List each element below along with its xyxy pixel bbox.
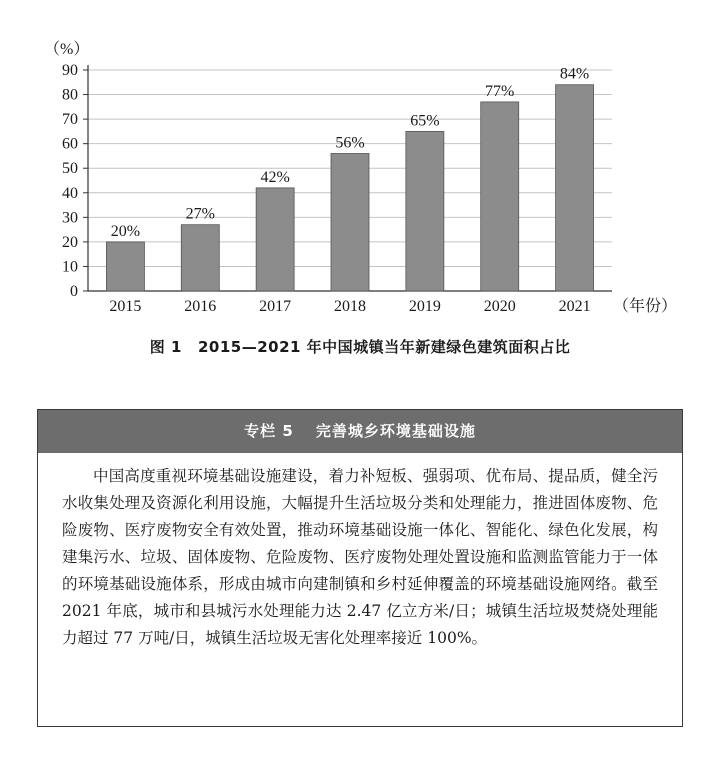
data-label: 56% bbox=[335, 134, 365, 152]
y-tick-label: 60 bbox=[62, 135, 78, 153]
column-box-header bbox=[38, 410, 682, 453]
figure-title: 2015—2021 年中国城镇当年新建绿色建筑面积占比 bbox=[197, 338, 571, 356]
x-tick-label: 2021 bbox=[558, 298, 591, 315]
y-tick-label: 70 bbox=[62, 111, 78, 129]
y-tick-label: 30 bbox=[62, 209, 78, 227]
data-label: 77% bbox=[485, 82, 515, 100]
bar bbox=[481, 102, 519, 291]
x-tick-label: 2015 bbox=[109, 298, 142, 315]
y-tick-label: 10 bbox=[62, 258, 78, 276]
bar-chart bbox=[0, 0, 720, 330]
data-label: 42% bbox=[260, 168, 290, 186]
y-tick-label: 50 bbox=[62, 160, 78, 178]
data-label: 65% bbox=[410, 112, 440, 130]
column-body-text: 中国高度重视环境基础设施建设，着力补短板、强弱项、优布局、提品质，健全污水收集处理及资源化利用设施，大幅提升生活垃圾分类和处理能力，推进固体废物、危险废物、医疗废物安全有效处置，推动环境基础设施一体化、智能化、绿色化发展，构建集污水、垃圾、固体废物、危险废物、医疗废物处理处置设施和监测监管能力于一体的环境基础设施体系，形成由城市向建制镇和乡村延伸覆盖的环境基础设施网络。截至 2021 年底，城市和县城污水处理能力达 2.47 亿立方米/日；城镇生活垃圾焚烧处理能力超过 77 万吨/日，城镇生活垃圾无害化处理率接近 100%。 bbox=[62, 467, 658, 647]
y-tick-label: 20 bbox=[62, 233, 78, 251]
x-tick-label: 2019 bbox=[408, 298, 441, 315]
x-tick-label: 2017 bbox=[259, 298, 292, 315]
chart-canvas bbox=[0, 0, 720, 330]
x-tick-label: 2016 bbox=[184, 298, 217, 315]
x-tick-label: 2018 bbox=[334, 298, 366, 315]
x-tick-label: 2020 bbox=[483, 298, 516, 315]
column-title: 完善城乡环境基础设施 bbox=[315, 422, 476, 440]
bar bbox=[406, 131, 444, 291]
bar bbox=[106, 242, 144, 291]
bar bbox=[181, 225, 219, 291]
data-label: 20% bbox=[110, 222, 141, 240]
y-tick-label: 90 bbox=[62, 62, 78, 79]
bar bbox=[556, 85, 594, 291]
y-tick-label: 80 bbox=[62, 86, 78, 104]
y-axis-label: （%） bbox=[44, 41, 90, 58]
figure-caption bbox=[0, 336, 720, 357]
y-tick-label: 0 bbox=[70, 283, 78, 300]
x-axis-label: （年份） bbox=[613, 298, 678, 315]
y-tick-label: 40 bbox=[62, 184, 78, 202]
figure-number: 图 1 bbox=[149, 338, 182, 356]
bar bbox=[331, 153, 369, 291]
data-label: 84% bbox=[559, 65, 590, 83]
column-number: 专栏 5 bbox=[244, 422, 294, 440]
column-box bbox=[37, 409, 683, 727]
data-label: 27% bbox=[185, 205, 215, 223]
bar bbox=[256, 188, 294, 291]
